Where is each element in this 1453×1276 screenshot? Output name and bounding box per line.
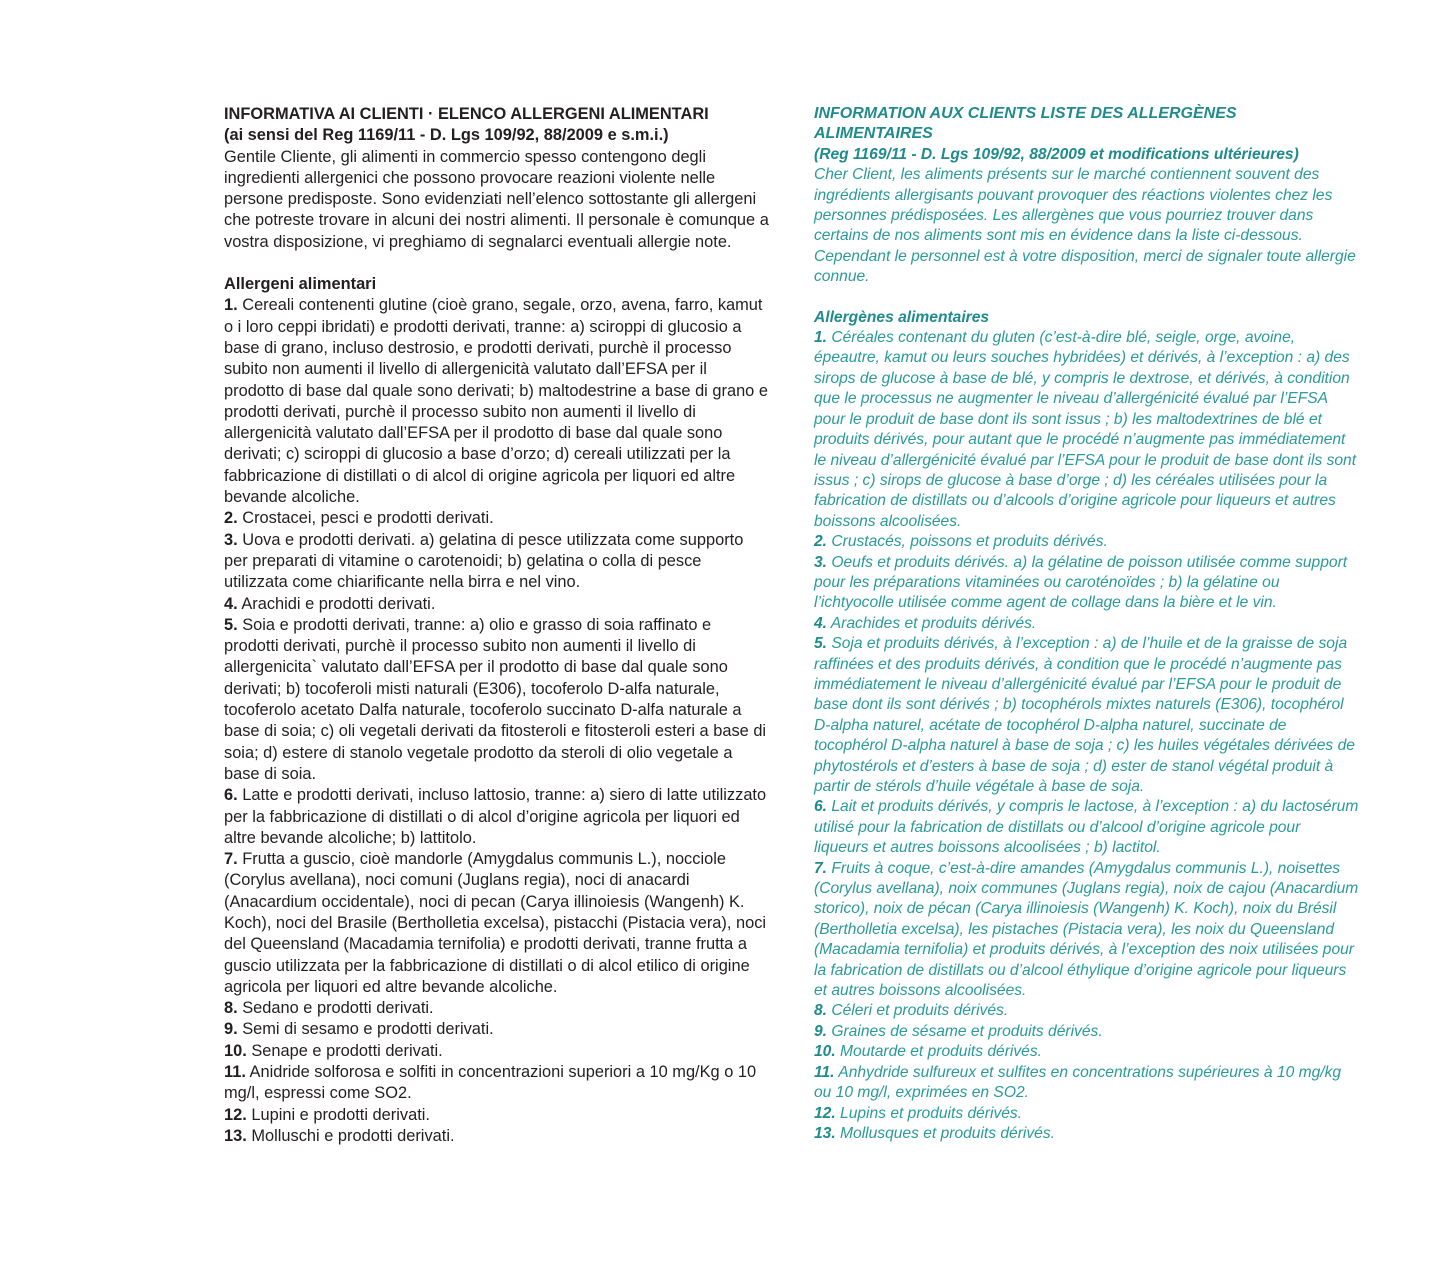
allergen-number: 1. [224, 296, 238, 315]
allergen-number: 2. [814, 533, 828, 551]
allergen-text: Oeufs et produits dérivés. a) la gélatine de poisson utilisée comme support pour les préparations vitaminées ou caroténoïdes ; b) la gélatine ou l’ichtyocolle utilisée comme agent de collage dans la bière et le vin. [814, 553, 1348, 612]
allergen-text: Céleri et produits dérivés. [831, 1002, 1009, 1020]
allergen-number: 3. [814, 553, 828, 571]
allergen-text: Molluschi e prodotti derivati. [251, 1126, 455, 1145]
allergen-item-fr-4 [814, 614, 1359, 634]
allergen-number: 2. [224, 509, 238, 528]
allergen-item-it-11 [224, 1062, 769, 1105]
allergen-item-it-6 [224, 785, 769, 849]
allergen-item-fr-11 [814, 1063, 1359, 1104]
french-allergen-list [814, 328, 1359, 1144]
allergen-text: Fruits à coque, c’est-à-dire amandes (Amygdalus communis L.), noisettes (Corylus avellana), noix communes (Juglans regia), noix de cajou (Anacardium storico), noix de pécan (Carya illinoiesis (Wangenh) K. Koch), noix du Brésil (Bertholletia excelsa), les pistaches (Pistacia vera), les noix du Queensland (Macadamia ternifolia) et produits dérivés, à l’exception des noix utilisées pour la fabrication de distillats ou d’alcool éthylique d’origine agricole pour liqueurs et autres boissons alcoolisées. [814, 859, 1359, 1000]
allergen-item-fr-3 [814, 553, 1359, 614]
italian-intro: Gentile Cliente, gli alimenti in commercio spesso contengono degli ingredienti allergenici che possono provocare reazioni violente nelle persone predisposte. Sono evidenziati nell’elenco sottostante gli allergeni che potreste trovare in alcuni dei nostri alimenti. Il personale è comunque a vostra disposizione, vi preghiamo di segnalarci eventuali allergie note. [224, 147, 769, 251]
allergen-item-fr-6 [814, 797, 1359, 858]
italian-title: INFORMATIVA AI CLIENTI · ELENCO ALLERGENI ALIMENTARI [224, 105, 709, 123]
allergen-item-fr-12 [814, 1104, 1359, 1124]
allergen-text: Frutta a guscio, cioè mandorle (Amygdalus communis L.), nocciole (Corylus avellana), noci comuni (Juglans regia), noci di anacardi (Anacardium occidentale), noci di pecan (Carya illinoiesis (Wangenh) K. Koch), noci del Brasile (Bertholletia excelsa), pistacchi (Pistacia vera), noci del Queensland (Macadamia ternifolia) e prodotti derivati, tranne frutta a guscio utilizzata per la fabbricazione di distillati o di alcol etilico di origine agricola per liquori ed altre bevande alcoliche. [224, 850, 767, 996]
allergen-number: 5. [224, 615, 238, 634]
italian-section-title: Allergeni alimentari [224, 275, 377, 294]
allergen-item-it-4 [224, 594, 769, 615]
allergen-number: 3. [224, 530, 238, 549]
allergen-item-it-13 [224, 1126, 769, 1147]
allergen-item-it-3 [224, 530, 769, 594]
allergen-text: Cereali contenenti glutine (cioè grano, segale, orzo, avena, farro, kamut o i loro ceppi ibridati) e prodotti derivati, tranne: a) sciroppi di glucosio a base di grano, incluso destrosio, e prodotti derivati, purchè il processo subito non aumenti il livello di allergenicità valutato dall’EFSA per il prodotto di base dal quale sono derivati; b) maltodestrine a base di grano e prodotti derivati, purchè il processo subito non aumenti il livello di allergenicità valutato dall’EFSA per il prodotto di base dal quale sono derivati; c) sciroppi di glucosio a base d’orzo; d) cereali utilizzati per la fabbricazione di distillati o di alcol di origine agricola per liquori ed altre bevande alcoliche. [224, 296, 768, 507]
allergen-item-it-5 [224, 615, 769, 785]
allergen-text: Mollusques et produits dérivés. [840, 1124, 1055, 1142]
allergen-number: 12. [224, 1105, 247, 1124]
allergen-number: 7. [224, 850, 238, 869]
french-section-title: Allergènes alimentaires [814, 308, 990, 326]
allergen-item-fr-13 [814, 1124, 1359, 1144]
allergen-number: 10. [224, 1041, 247, 1060]
allergen-text: Soia e prodotti derivati, tranne: a) olio e grasso di soia raffinato e prodotti derivati, purchè il processo subito non aumenti il livello di allergenicita` valutato dall’EFSA per il prodotto di base dal quale sono derivati; b) tocoferoli misti naturali (E306), tocoferolo D-alfa naturale, tocoferolo acetato Dalfa naturale, tocoferolo succinato D-alfa naturale a base di soia; c) oli vegetali derivati da fitosteroli e fitosteroli esteri a base di soia; d) estere di stanolo vegetale prodotto da steroli di olio vegetale a base di soia. [224, 615, 767, 783]
allergen-number: 7. [814, 859, 828, 877]
allergen-text: Lupins et produits dérivés. [840, 1104, 1023, 1122]
allergen-number: 9. [814, 1022, 828, 1040]
allergen-number: 11. [224, 1063, 246, 1082]
allergen-text: Crostacei, pesci e prodotti derivati. [242, 509, 494, 528]
allergen-item-it-7 [224, 849, 769, 998]
allergen-item-fr-9 [814, 1022, 1359, 1042]
allergen-number: 10. [814, 1043, 836, 1061]
allergen-number: 5. [814, 635, 828, 653]
allergen-number: 8. [224, 999, 238, 1018]
allergen-text: Senape e prodotti derivati. [251, 1041, 443, 1060]
allergen-item-it-10 [224, 1041, 769, 1062]
french-title: INFORMATION AUX CLIENTS LISTE DES ALLERGÈNES ALIMENTAIRES [814, 105, 1237, 143]
allergen-text: Sedano e prodotti derivati. [242, 999, 434, 1018]
allergen-text: Anhydride sulfureux et sulfites en concentrations supérieures à 10 mg/kg ou 10 mg/l, exprimées en SO2. [814, 1063, 1342, 1102]
allergen-text: Arachidi e prodotti derivati. [241, 594, 436, 613]
allergen-text: Uova e prodotti derivati. a) gelatina di pesce utilizzata come supporto per preparati di vitamine o carotenoidi; b) gelatina o colla di pesce utilizzata come chiarificante nella birra e nel vino. [224, 530, 744, 592]
allergen-text: Céréales contenant du gluten (c’est-à-dire blé, seigle, orge, avoine, épeautre, kamut ou leurs souches hybridées) et dérivés, à l’exception : a) des sirops de glucose à base de blé, y compris le dextrose, et dérivés, à condition que le processus ne augmenter le niveau d’allergénicité évalué par l’EFSA pour le produit de base dont ils sont issus ; b) les maltodextrines de blé et produits dérivés, pour autant que le procédé n’augmente pas immédiatement le niveau d’allergénicité évalué par l’EFSA pour le produit de base dont ils sont issus ; c) sirops de glucose à base d’orge ; d) les céréales utilisées pour la fabrication de distillats ou d’alcools d’origine agricole pour liqueurs et autres boissons alcoolisées. [814, 329, 1357, 530]
french-subtitle: (Reg 1169/11 - D. Lgs 109/92, 88/2009 et modifications ultérieures) [814, 145, 1299, 163]
allergen-item-fr-10 [814, 1042, 1359, 1062]
italian-subtitle: (ai sensi del Reg 1169/11 - D. Lgs 109/92, 88/2009 e s.m.i.) [224, 126, 669, 145]
allergen-item-fr-2 [814, 532, 1359, 552]
allergen-text: Crustacés, poissons et produits dérivés. [831, 533, 1108, 551]
italian-column [224, 102, 769, 1147]
allergen-text: Lait et produits dérivés, y compris le lactose, à l’exception : a) du lactosérum utilisé pour la fabrication de distillats ou d’alcool d’origine agricole pour liqueurs et autres boissons alcoolisées ; b) lactitol. [814, 798, 1359, 857]
allergen-number: 4. [224, 594, 238, 613]
allergen-text: Moutarde et produits dérivés. [840, 1043, 1042, 1061]
allergen-text: Soja et produits dérivés, à l’exception : a) de l’huile et de la graisse de soja raffinées et des produits dérivés, à condition que le procédé n’augmente pas immédiatement le niveau d’allergénicité évalué par l’EFSA pour le produit de base dont ils sont dérivés ; b) tocophérols mixtes naturels (E306), tocophérol D-alpha naturel, acétate de tocophérol D-alpha naturel, succinate de tocophérol D-alpha naturel à base de soja ; c) les huiles végétales dérivées de phytostérols et d’esters à base de soja ; d) ester de stanol végétal produit à partir de stérols d’huile végétale à base de soja. [814, 635, 1355, 795]
allergen-number: 1. [814, 329, 828, 347]
allergen-text: Anidride solforosa e solfiti in concentrazioni superiori a 10 mg/Kg o 10 mg/l, espressi come SO2. [224, 1063, 757, 1103]
allergen-item-fr-5 [814, 634, 1359, 797]
allergen-text: Latte e prodotti derivati, incluso lattosio, tranne: a) siero di latte utilizzato per la fabbricazione di distillati o di alcol d’origine agricola per liquori ed altre bevande alcoliche; b) lattitolo. [224, 786, 767, 847]
allergen-number: 11. [814, 1063, 835, 1081]
allergen-item-it-1 [224, 295, 769, 508]
allergen-number: 12. [814, 1104, 836, 1122]
french-column [814, 102, 1359, 1144]
allergen-item-it-2 [224, 508, 769, 529]
french-intro: Cher Client, les aliments présents sur le marché contiennent souvent des ingrédients allergisants pouvant provoquer des réactions violentes chez les personnes prédisposées. Les allergènes que vous pourriez trouver dans certains de nos aliments sont mis en évidence dans la liste ci-dessous. Cependant le personnel est à votre disposition, merci de signaler toute allergie connue. [814, 166, 1356, 286]
allergen-number: 6. [224, 786, 238, 805]
allergen-text: Lupini e prodotti derivati. [251, 1105, 430, 1124]
allergen-number: 6. [814, 798, 828, 816]
allergen-item-it-8 [224, 998, 769, 1019]
allergen-item-fr-7 [814, 859, 1359, 1002]
allergen-text: Arachides et produits dérivés. [830, 614, 1037, 632]
allergen-number: 13. [224, 1126, 247, 1145]
allergen-number: 13. [814, 1124, 836, 1142]
allergen-item-fr-8 [814, 1001, 1359, 1021]
allergen-item-it-9 [224, 1019, 769, 1040]
italian-allergen-list [224, 295, 769, 1147]
allergen-number: 4. [814, 614, 828, 632]
allergen-number: 9. [224, 1020, 238, 1039]
allergen-text: Semi di sesamo e prodotti derivati. [242, 1020, 494, 1039]
allergen-item-fr-1 [814, 328, 1359, 532]
allergen-text: Graines de sésame et produits dérivés. [831, 1022, 1103, 1040]
allergen-item-it-12 [224, 1105, 769, 1126]
allergen-number: 8. [814, 1002, 828, 1020]
